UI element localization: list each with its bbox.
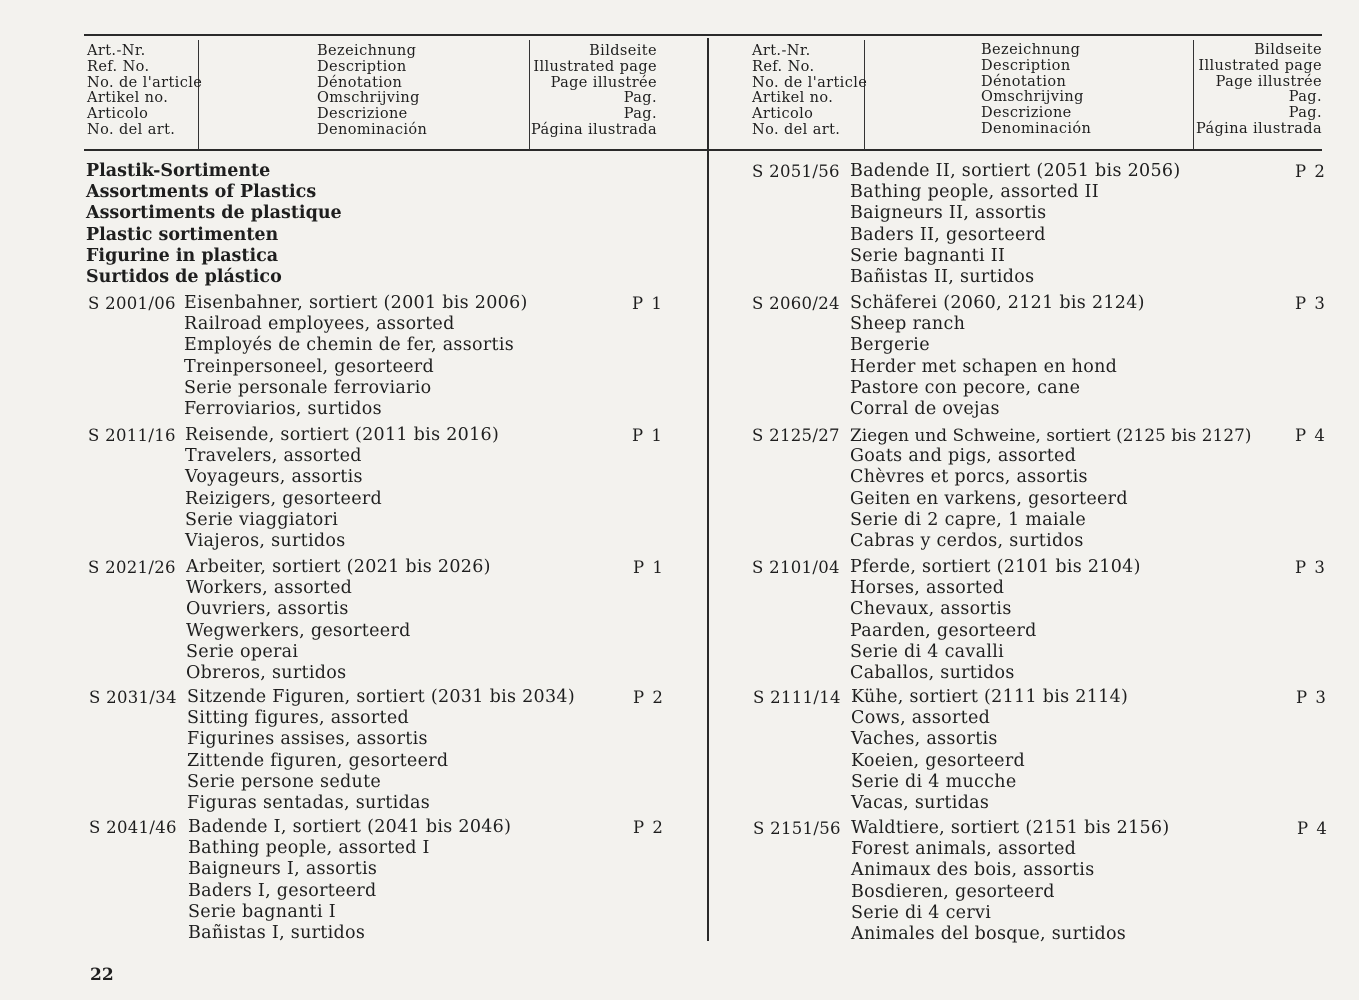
section-title-line: Figurine in plastica — [86, 245, 279, 266]
entry-line: Bañistas I, surtidos — [188, 923, 366, 944]
page-number: 22 — [90, 965, 114, 985]
entry-line: Forest animals, assorted — [851, 839, 1077, 860]
header-bezeichnung-right — [981, 43, 1091, 138]
entry-line: Bathing people, assorted I — [188, 838, 430, 859]
header-label: Illustrated page — [1198, 57, 1322, 74]
page-ref: P 3 — [1296, 688, 1328, 707]
entry-line: Sheep ranch — [850, 314, 966, 335]
page-ref: P 1 — [632, 426, 664, 445]
entry-line: Geiten en varkens, gesorteerd — [850, 488, 1128, 509]
section-title-line: Plastik-Sortimente — [86, 161, 271, 181]
header-label: Page illustrée — [550, 74, 657, 91]
header-label: No. del art. — [752, 121, 841, 138]
page-ref: P 3 — [1295, 558, 1327, 577]
entry-line: Koeien, gesorteerd — [851, 750, 1025, 771]
entry-line: Caballos, surtidos — [850, 663, 1015, 684]
entry-line: Badende II, sortiert (2051 bis 2056) — [850, 161, 1181, 181]
entry-line: Serie personale ferroviario — [184, 377, 432, 398]
article-number: S 2011/16 — [88, 426, 176, 445]
entry-line: Ouvriers, assortis — [186, 599, 349, 620]
entry-line: Obreros, surtidos — [186, 663, 347, 684]
header-label: Bildseite — [1254, 42, 1322, 58]
entry-line: Baigneurs I, assortis — [188, 859, 378, 880]
header-label: Descrizione — [981, 105, 1072, 122]
header-label: No. de l'article — [752, 74, 868, 91]
entry-line: Cabras y cerdos, surtidos — [850, 531, 1084, 552]
entry-line: Serie di 2 capre, 1 maiale — [850, 509, 1087, 530]
entry-line: Goats and pigs, assorted — [850, 446, 1077, 467]
header-label: Descrizione — [317, 106, 408, 123]
page-ref: P 4 — [1295, 426, 1327, 445]
header-label: Ref. No. — [752, 58, 815, 75]
header-bezeichnung-left — [317, 44, 427, 139]
page-ref: P 3 — [1295, 294, 1327, 313]
entry-line: Ferroviarios, surtidos — [184, 399, 382, 420]
header-label: Pag. — [1288, 89, 1322, 106]
header-label: No. de l'article — [87, 74, 203, 91]
entry-line: Railroad employees, assorted — [184, 314, 455, 335]
header-label: Pag. — [623, 90, 657, 107]
entry-line: Corral de ovejas — [850, 399, 1000, 420]
entry-line: Bañistas II, surtidos — [850, 267, 1035, 288]
header-label: Articolo — [752, 106, 814, 123]
entry-line: Figuras sentadas, surtidas — [187, 793, 431, 814]
entry-line: Travelers, assorted — [185, 446, 362, 467]
entry-line: Serie di 4 cervi — [851, 902, 992, 923]
section-title-line: Surtidos de plástico — [86, 267, 282, 288]
entry-line: Serie di 4 cavalli — [850, 641, 1005, 662]
article-number: S 2151/56 — [753, 819, 841, 838]
entry-line: Schäferei (2060, 2121 bis 2124) — [850, 293, 1145, 313]
entry-line: Serie bagnanti I — [188, 901, 336, 922]
entry-line: Ziegen und Schweine, sortiert (2125 bis 2127) — [850, 425, 1252, 445]
header-label: Denominación — [317, 121, 428, 138]
header-label: Dénotation — [981, 73, 1067, 90]
entry-line: Bosdieren, gesorteerd — [851, 881, 1055, 902]
header-label: Omschrijving — [317, 90, 420, 107]
entry-line: Viajeros, surtidos — [185, 531, 346, 552]
header-label: No. del art. — [87, 121, 176, 138]
entry-line: Baigneurs II, assortis — [850, 203, 1047, 224]
entry-line: Bathing people, assorted II — [850, 182, 1099, 203]
article-number: S 2041/46 — [89, 818, 177, 837]
header-label: Artikel no. — [752, 90, 834, 107]
article-number: S 2111/14 — [753, 688, 841, 707]
page-ref: P 2 — [633, 688, 665, 707]
entry-line: Figurines assises, assortis — [187, 729, 428, 750]
header-label: Illustrated page — [533, 58, 657, 75]
entry-line: Baders I, gesorteerd — [188, 880, 377, 901]
entry-line: Horses, assorted — [850, 578, 1005, 599]
article-number: S 2125/27 — [752, 426, 840, 445]
entry-line: Wegwerkers, gesorteerd — [186, 620, 411, 641]
page-ref: P 4 — [1297, 819, 1329, 838]
entry-line: Eisenbahner, sortiert (2001 bis 2006) — [184, 293, 528, 313]
entry-line: Kühe, sortiert (2111 bis 2114) — [851, 687, 1129, 707]
section-title-line: Plastic sortimenten — [86, 224, 279, 245]
entry-line: Workers, assorted — [186, 578, 353, 599]
center-divider — [707, 38, 709, 941]
header-label: Pag. — [623, 106, 657, 123]
entry-line: Serie viaggiatori — [185, 509, 339, 530]
page-ref: P 2 — [1295, 162, 1327, 181]
header-label: Page illustrée — [1215, 73, 1322, 90]
section-title — [86, 161, 342, 288]
header-label: Página ilustrada — [530, 121, 657, 138]
article-number: S 2051/56 — [752, 162, 840, 181]
header-label: Bildseite — [589, 43, 657, 59]
entry-line: Baders II, gesorteerd — [850, 224, 1046, 245]
section-title-line: Assortments of Plastics — [86, 182, 317, 203]
article-number: S 2060/24 — [752, 294, 840, 313]
page-ref: P 2 — [633, 818, 665, 837]
article-number: S 2101/04 — [752, 558, 840, 577]
header-rule — [84, 149, 1322, 151]
entry-line: Serie operai — [186, 641, 299, 662]
entry-line: Reizigers, gesorteerd — [185, 488, 383, 509]
entry-line: Herder met schapen en hond — [850, 356, 1118, 377]
entry-line: Serie bagnanti II — [850, 245, 1006, 266]
top-rule — [84, 34, 1322, 36]
entry-line: Employés de chemin de fer, assortis — [184, 335, 514, 356]
header-label: Articolo — [87, 106, 149, 123]
entry-line: Vaches, assortis — [851, 729, 998, 750]
entry-line: Sitzende Figuren, sortiert (2031 bis 2034) — [187, 687, 575, 707]
entry-line: Serie persone sedute — [187, 771, 382, 792]
entry-line: Vacas, surtidas — [851, 793, 990, 814]
entry-line: Pferde, sortiert (2101 bis 2104) — [850, 557, 1141, 577]
header-label: Bezeichnung — [981, 42, 1081, 58]
header-label: Denominación — [981, 120, 1092, 137]
section-title-line: Assortiments de plastique — [86, 203, 342, 224]
header-artnr-right — [752, 44, 867, 139]
header-label: Artikel no. — [87, 90, 169, 107]
entry-line: Reisende, sortiert (2011 bis 2016) — [185, 425, 500, 445]
page-ref: P 1 — [632, 294, 664, 313]
entry-line: Bergerie — [850, 335, 930, 356]
header-label: Ref. No. — [87, 58, 150, 75]
entry-line: Chevaux, assortis — [850, 599, 1012, 620]
entry-line: Paarden, gesorteerd — [850, 620, 1037, 641]
page-ref: P 1 — [633, 558, 665, 577]
entry-line: Badende I, sortiert (2041 bis 2046) — [188, 817, 512, 837]
header-artnr-left — [87, 44, 202, 139]
header-label: Dénotation — [317, 74, 403, 91]
entry-line: Pastore con pecore, cane — [850, 377, 1081, 398]
article-number: S 2001/06 — [88, 294, 176, 313]
entry-line: Chèvres et porcs, assortis — [850, 467, 1088, 488]
header-bildseite-right — [1194, 43, 1322, 138]
header-label: Description — [981, 57, 1071, 74]
entry-line: Cows, assorted — [851, 708, 991, 729]
entry-line: Zittende figuren, gesorteerd — [187, 750, 449, 771]
entry-line: Treinpersoneel, gesorteerd — [184, 356, 434, 377]
header-label: Bezeichnung — [317, 43, 417, 59]
header-bildseite-left — [530, 44, 657, 139]
entry-line: Voyageurs, assortis — [185, 467, 363, 488]
header-label: Art.-Nr. — [87, 43, 146, 59]
entry-line: Animaux des bois, assortis — [851, 860, 1095, 881]
article-number: S 2031/34 — [89, 688, 177, 707]
entry-line: Waldtiere, sortiert (2151 bis 2156) — [851, 818, 1170, 838]
header-label: Página ilustrada — [1195, 120, 1322, 137]
article-number: S 2021/26 — [88, 558, 176, 577]
header-label: Description — [317, 58, 407, 75]
header-label: Pag. — [1288, 105, 1322, 122]
header-label: Art.-Nr. — [752, 43, 811, 59]
entry-line: Animales del bosque, surtidos — [851, 924, 1127, 945]
entry-line: Serie di 4 mucche — [851, 771, 1017, 792]
header-label: Omschrijving — [981, 89, 1084, 106]
entry-line: Arbeiter, sortiert (2021 bis 2026) — [186, 557, 491, 577]
entry-line: Sitting figures, assorted — [187, 708, 410, 729]
